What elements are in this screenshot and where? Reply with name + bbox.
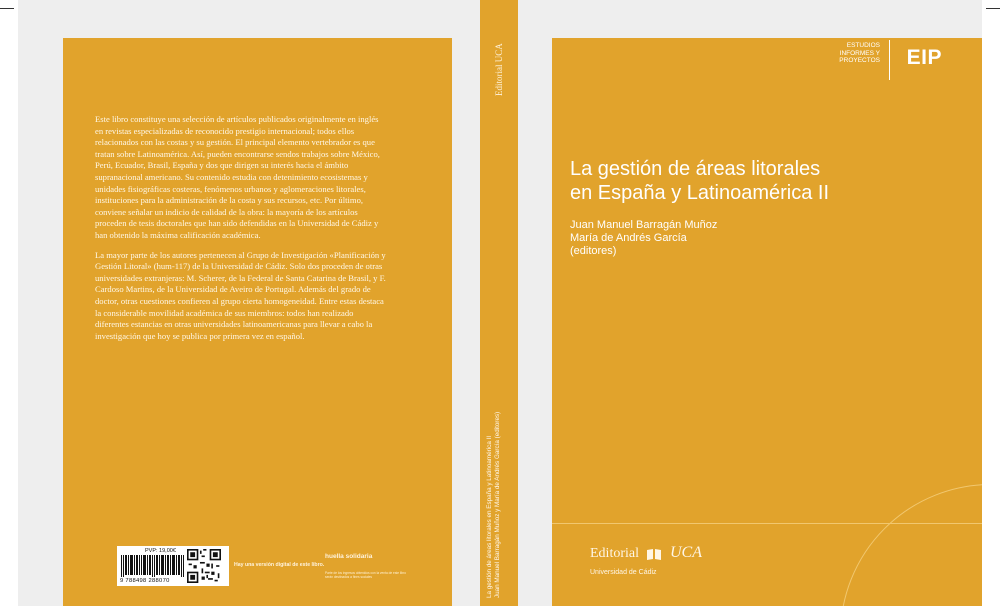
book-title-line-2: en España y Latinoamérica II — [570, 182, 830, 204]
barcode-panel — [117, 546, 229, 586]
huella-solidaria-logo: huella solidaria — [325, 553, 373, 560]
blurb-paragraph-2: La mayor parte de los autores pertenecen al Grupo de Investigación «Planificación y Gestión Litoral» (hum-117) de la Universidad de Cádiz. Solo dos proceden de otras universidades extranjeras: M. Scherer, de la Federal de Santa Catarina de Brasil, y F. Cardoso Martins, de la Universidad de Aveiro de Portugal. Además del grado de doctor, otras cuestiones confieren al grupo cierta homogeneidad. Entre estas destaca la considerable movilidad académica de sus miembros: todos han realizado diferentes estancias en otras universidades latinoamericanas para llevar a cabo la investigación que hoy se publica por primera vez en español. — [95, 249, 386, 341]
author-1: Juan Manuel Barragán Muñoz — [570, 219, 718, 231]
digital-version-note: Hay una versión digital de este libro. — [234, 562, 325, 568]
spine-publisher: Editorial UCA — [494, 43, 504, 97]
book-title-line-1: La gestión de áreas litorales — [570, 158, 821, 180]
price-label: PVP: 19,00€ — [145, 548, 176, 554]
spine-title-block — [486, 370, 514, 598]
editors-note: (editores) — [570, 245, 617, 257]
university-name: Universidad de Cádiz — [590, 569, 657, 576]
barcode-icon — [121, 555, 185, 577]
blurb-paragraph-1: Este libro constituye una selección de artículos publicados originalmente en inglés en revistas especializadas de reconocido prestigio internacional; todos ellos relacionados con las costas y su gestión. El principal elemento vertebrador es que tratan sobre Latinoamérica. Así, pueden encontrarse sendos trabajos sobre México, Perú, Ecuador, Brasil, España y dos que dirigen su interés hacia el ámbito supranacional americano. Su contenido estudia con detenimiento ecosistemas y unidades fisiográficas costeras, fenómenos urbanos y aglomeraciones litorales, instituciones para la administración de la costa y sus recursos, etc. Por último, conviene señalar un indicio de calidad de la obra: la mayoría de los artículos proceden de tesis doctorales que han sido defendidas en la Universidad de Cádiz y han obtenido la máxima calificación académica. — [95, 114, 380, 240]
isbn-digits: 9 788498 288070 — [120, 578, 170, 584]
spine-authors: Juan Manuel Barragán Muñoz y María de Andrés García (editores) — [494, 411, 501, 598]
series-divider — [889, 40, 890, 80]
open-book-icon — [646, 548, 662, 560]
series-label — [839, 42, 880, 65]
editors-block — [570, 219, 930, 258]
series-line-2: INFORMES Y — [839, 49, 880, 57]
series-line-1: ESTUDIOS — [846, 42, 880, 49]
publisher-brand: UCA — [670, 544, 702, 561]
front-cover — [552, 38, 982, 606]
series-line-3: PROYECTOS — [839, 57, 880, 64]
huella-solidaria-note: Parte de los ingresos obtenidos con la venta de este libro serán destinados a fines sociales — [325, 571, 406, 580]
qr-code-icon — [187, 549, 221, 583]
publisher-logo — [590, 544, 702, 562]
back-cover-blurb — [95, 114, 387, 350]
crop-mark-right — [986, 8, 1000, 9]
author-2: María de Andrés García — [570, 232, 687, 244]
spine-title: La gestión de áreas litorales en España y Latinoamérica II — [486, 435, 493, 598]
crop-mark-left — [0, 8, 14, 9]
series-code: EIP — [906, 46, 942, 69]
back-cover — [63, 38, 452, 606]
book-title — [570, 157, 950, 205]
publisher-word: Editorial — [590, 546, 639, 561]
front-decorative-curve — [840, 484, 982, 606]
